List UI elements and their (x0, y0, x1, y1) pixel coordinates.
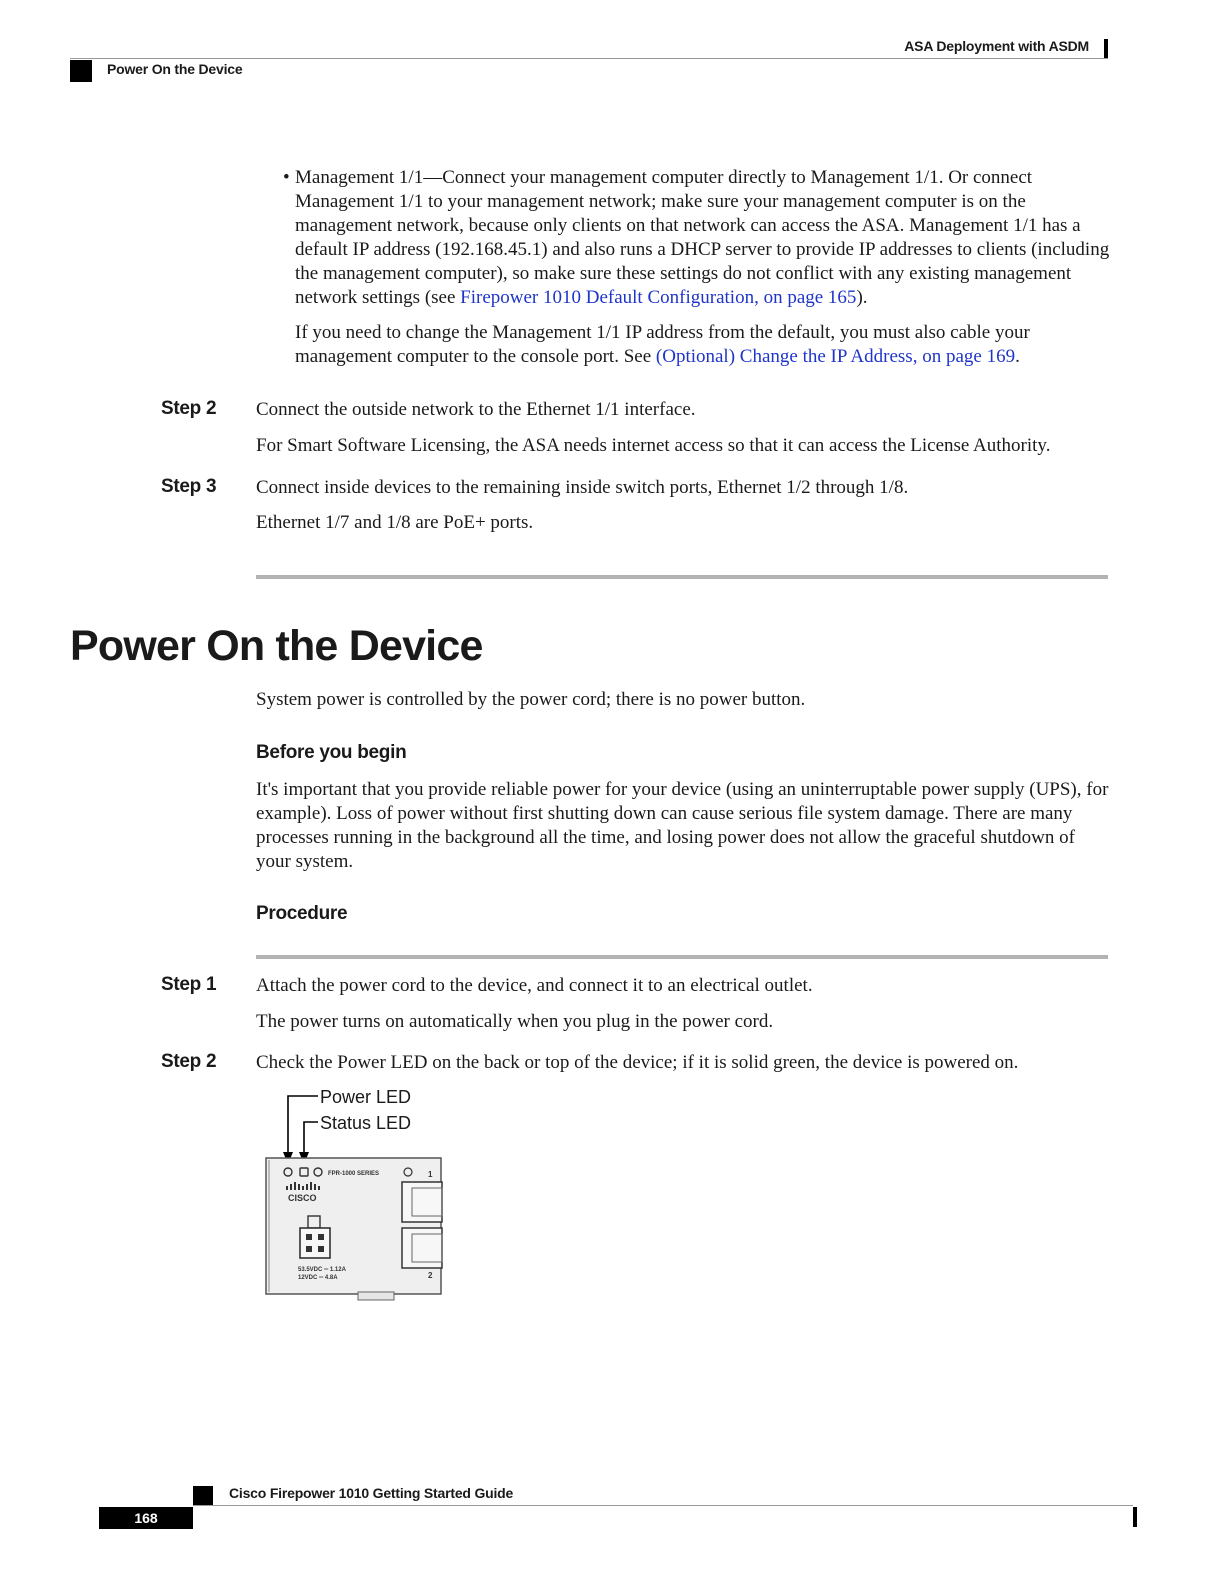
running-header-section: Power On the Device (107, 61, 243, 77)
step-note: The power turns on automatically when you plug in the power cord. (256, 1011, 774, 1032)
step-note: Ethernet 1/7 and 1/8 are PoE+ ports. (256, 512, 534, 533)
running-header-book-section: ASA Deployment with ASDM (904, 38, 1089, 54)
section-intro: System power is controlled by the power cord; there is no power button. (256, 689, 806, 710)
footer-rule (193, 1505, 1133, 1506)
procedure-end-rule (256, 575, 1108, 579)
bullet-paragraph-2 (295, 321, 1113, 369)
power-led-callout: Power LED (320, 1087, 412, 1107)
chassis (266, 1158, 441, 1294)
step-text: Attach the power cord to the device, and connect it to an electrical outlet. (256, 975, 813, 996)
footer-bar (1133, 1507, 1137, 1527)
step-text: Check the Power LED on the back or top of the device; if it is solid green, the device is powered on. (256, 1052, 1019, 1073)
before-you-begin-text: It's important that you provide reliable power for your device (using an uninterruptable power supply (UPS), for example). Loss of power without first shutting down can cause serious file system damage. There are many processes running in the background all the time, and losing power does not allow the graceful shutdown of your system. (256, 779, 1109, 872)
step-text: Connect inside devices to the remaining inside switch ports, Ethernet 1/2 through 1/8. (256, 477, 909, 498)
section-title: Power On the Device (70, 622, 483, 670)
bullet-text-end: ). (856, 287, 868, 308)
power-rating-1: 53.5VDC ═ 1.12A (298, 1267, 346, 1273)
footer-square (193, 1486, 213, 1506)
bullet-text: Management 1/1—Connect your management computer directly to Management 1/1. Or connect Management 1/1 to your management network; make sure your management computer is on the management network, because only clients on that network can access the ASA. Management 1/1 has a default IP address (192.168.45.1) and also runs a DHCP server to provide IP addresses to clients (including the management computer), so make sure these settings do not conflict with any existing management network settings (see (295, 167, 1110, 308)
step-label: Step 3 (161, 476, 217, 497)
port-2-label: 2 (428, 1271, 433, 1280)
device-led-figure (256, 1082, 446, 1304)
page-number: 168 (99, 1507, 193, 1529)
footer-guide-title: Cisco Firepower 1010 Getting Started Guide (229, 1485, 514, 1501)
step-label: Step 1 (161, 974, 217, 995)
bullet-marker: • (283, 167, 290, 188)
cisco-brand: CISCO (288, 1193, 317, 1203)
port-1-label: 1 (428, 1170, 433, 1179)
header-rule (70, 58, 1108, 59)
status-led-callout: Status LED (320, 1113, 412, 1133)
bullet-text-2: If you need to change the Management 1/1 IP address from the default, you must also cable your management computer to the console port. See (295, 322, 1030, 367)
link-change-ip-address[interactable]: (Optional) Change the IP Address, on page 169 (655, 346, 1016, 367)
before-you-begin-heading: Before you begin (256, 742, 407, 763)
chassis-foot (358, 1292, 394, 1300)
header-bar (1104, 39, 1108, 58)
header-square (70, 60, 92, 82)
power-rating-2: 12VDC ═ 4.8A (298, 1275, 338, 1281)
link-default-configuration[interactable]: Firepower 1010 Default Configuration, on page 165 (460, 287, 857, 308)
power-connector-icon (300, 1228, 330, 1258)
bullet-text-2-end: . (1015, 346, 1020, 367)
management-bullet (283, 166, 1113, 369)
model-label: FPR-1000 SERIES (328, 1171, 380, 1177)
bullet-paragraph (295, 166, 1113, 310)
callout-lines (288, 1096, 318, 1152)
step-text: Connect the outside network to the Ethernet 1/1 interface. (256, 399, 696, 420)
procedure-rule (256, 955, 1108, 959)
procedure-heading: Procedure (256, 903, 348, 924)
step-label: Step 2 (161, 1051, 217, 1072)
step-label: Step 2 (161, 398, 217, 419)
step-note: For Smart Software Licensing, the ASA needs internet access so that it can access the License Authority. (256, 435, 1051, 456)
